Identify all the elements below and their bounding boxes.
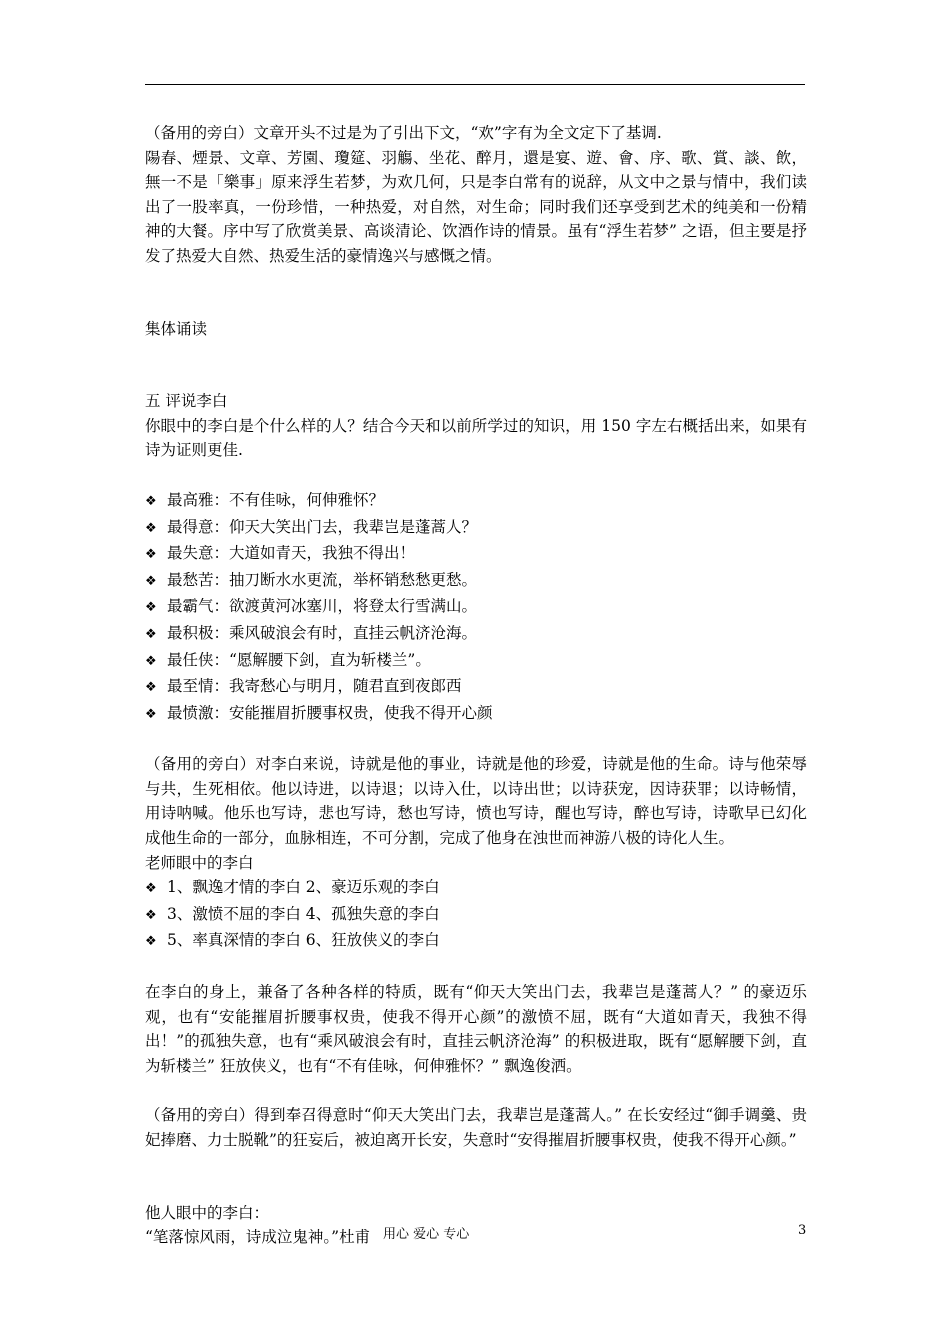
list-item: ❖ 最积极：乘风破浪会有时，直挂云帆济沧海。	[145, 621, 807, 648]
diamond-bullet-icon: ❖	[145, 706, 157, 722]
diamond-bullet-icon: ❖	[145, 653, 157, 669]
section-5-prompt: 你眼中的李白是个什么样的人？结合今天和以前所学过的知识，用 150 字左右概括出来，如果有诗为证则更佳.	[145, 416, 807, 460]
aside-poetry-life: （备用的旁白）对李白来说，诗就是他的事业，诗就是他的珍爱，诗就是他的生命。诗与他荣辱与共，生死相依。他以诗进，以诗退；以诗入仕，以诗出世；以诗获宠，因诗获罪；以诗畅情，用诗呐喊。他乐也写诗，悲也写诗，愁也写诗，愤也写诗，醒也写诗，醉也写诗，诗歌早已幻化成他生命的一部分，血脉相连，不可分割，完成了他身在浊世而神游八极的诗化人生。	[145, 755, 807, 848]
teacher-view-list	[145, 875, 807, 955]
diamond-bullet-icon: ❖	[145, 881, 157, 897]
list-item: ❖ 5、率真深情的李白 6、狂放侠义的李白	[145, 928, 807, 955]
list-item: ❖ 最至情：我寄愁心与明月，随君直到夜郎西	[145, 674, 807, 701]
list-item: ❖ 最任侠：“愿解腰下剑，直为斩楼兰”。	[145, 648, 807, 675]
list-item: ❖ 最愤激：安能摧眉折腰事权贵，使我不得开心颜	[145, 701, 807, 728]
page-number: 3	[798, 1223, 807, 1238]
diamond-bullet-icon: ❖	[145, 934, 157, 950]
others-view-title: 他人眼中的李白：	[145, 1203, 270, 1222]
section-5-title: 五 评说李白	[145, 392, 228, 411]
list-item: ❖ 最得意：仰天大笑出门去，我辈岂是蓬蒿人？	[145, 515, 807, 542]
collective-reading: 集体诵读	[145, 319, 208, 338]
list-item: ❖ 最高雅：不有佳咏，何伸雅怀？	[145, 488, 807, 515]
diamond-bullet-icon: ❖	[145, 626, 157, 642]
diamond-bullet-icon: ❖	[145, 600, 157, 616]
diamond-bullet-icon: ❖	[145, 680, 157, 696]
diamond-bullet-icon: ❖	[145, 493, 157, 509]
header-rule	[145, 84, 805, 85]
trait-list	[145, 488, 807, 727]
paragraph-feast: 陽春、煙景、文章、芳園、瓊筵、羽觴、坐花、醉月，還是宴、遊、會、序、歌、賞、談、飲，無一不是「樂事」原来浮生若梦，为欢几何，只是李白常有的说辞，从文中之景与情中，我们读出了一股率真，一份珍惜，一种热爱，对自然，对生命；同时我们还享受到艺术的纯美和一份精神的大餐。序中写了欣赏美景、高谈清论、饮酒作诗的情景。虽有“浮生若梦” 之语，但主要是抒发了热爱大自然、热爱生活的豪情逸兴与感慨之情。	[145, 148, 807, 265]
list-item: ❖ 最霸气：欲渡黄河冰塞川，将登太行雪满山。	[145, 594, 807, 621]
diamond-bullet-icon: ❖	[145, 573, 157, 589]
list-item: ❖ 3、激愤不屈的李白 4、孤独失意的李白	[145, 902, 807, 929]
list-item: ❖ 最失意：大道如青天，我独不得出！	[145, 541, 807, 568]
summary-paragraph: 在李白的身上，兼备了各种各样的特质，既有“仰天大笑出门去，我辈岂是蓬蒿人？” 的豪迈乐观，也有“安能摧眉折腰事权贵，使我不得开心颜”的激愤不屈，既有“大道如青天，我独不得出！”的孤独失意，也有“乘风破浪会有时，直挂云帆济沧海” 的积极进取，既有“愿解腰下剑，直为斩楼兰” 狂放侠义，也有“不有佳咏，何伸雅怀？” 飘逸俊洒。	[145, 983, 807, 1075]
teacher-view-title: 老师眼中的李白	[145, 853, 254, 872]
diamond-bullet-icon: ❖	[145, 520, 157, 536]
list-item: ❖ 最愁苦：抽刀断水水更流，举杯销愁愁更愁。	[145, 568, 807, 595]
intro-aside: （备用的旁白）文章开头不过是为了引出下文，“欢”字有为全文定下了基调.	[145, 124, 662, 142]
footer-motto: 用心 爱心 专心	[383, 1227, 470, 1242]
document-body	[145, 121, 807, 1250]
list-item: ❖ 1、飘逸才情的李白 2、豪迈乐观的李白	[145, 875, 807, 902]
dufu-quote: “笔落惊风雨，诗成泣鬼神。”杜甫	[145, 1228, 371, 1247]
aside-changan: （备用的旁白）得到奉召得意时“仰天大笑出门去，我辈岂是蓬蒿人。” 在长安经过“御手调羹、贵妃捧磨、力士脱靴”的狂妄后，被迫离开长安，失意时“安得摧眉折腰事权贵，使我不得开心颜。”	[145, 1106, 807, 1149]
diamond-bullet-icon: ❖	[145, 907, 157, 923]
diamond-bullet-icon: ❖	[145, 547, 157, 563]
